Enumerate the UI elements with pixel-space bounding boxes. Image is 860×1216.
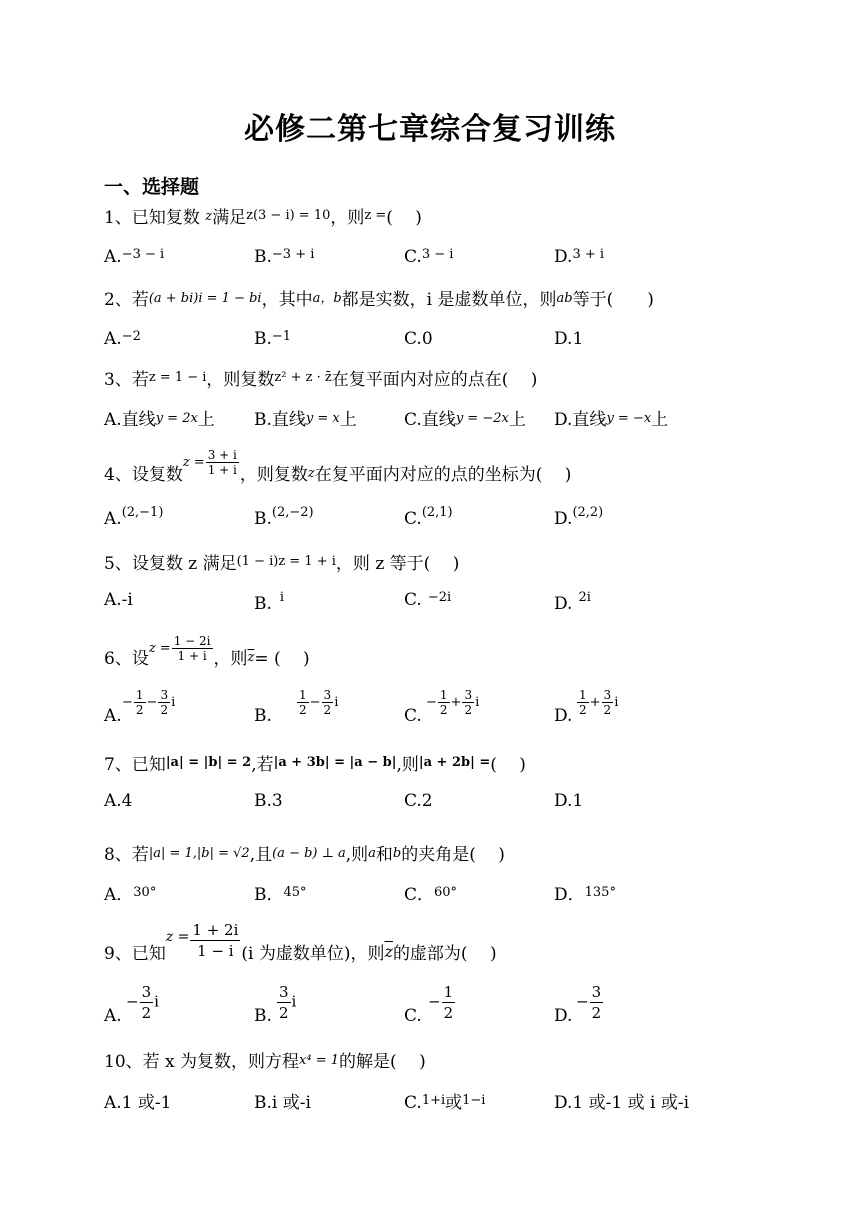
- math-expr: a，b: [312, 291, 342, 306]
- question-2: 2、若(a + bi)i = 1 − bi，其中a，b都是实数，i 是虚数单位，则ab等于( ): [104, 290, 654, 310]
- question-text: ，则: [330, 208, 365, 228]
- option-a-expr: − $\frac{3}{2}$ i: [126, 983, 159, 1022]
- math-expr: $\overline{z}$: [384, 942, 393, 961]
- math-expr: z =: [165, 929, 190, 945]
- fraction: $\frac{1 + 2i}{1 - i}$: [192, 921, 239, 960]
- option-c[interactable]: C．$^{60^\circ}$: [404, 885, 458, 905]
- option-d[interactable]: D.$^{3 + i}$: [554, 247, 605, 267]
- math-expr: z = 1 − i: [148, 370, 207, 385]
- question-text: 满足: [212, 208, 247, 228]
- option-b[interactable]: B.i 或-i: [254, 1093, 311, 1113]
- math-expr: z =: [148, 641, 171, 656]
- math-expr: z(3 − i) = 10: [246, 208, 331, 223]
- math-expr: a: [368, 846, 376, 861]
- options-4: [104, 505, 764, 535]
- math-expr: x⁴ = 1: [299, 1053, 340, 1068]
- option-d[interactable]: D.1 或-1 或 i 或-i: [554, 1093, 690, 1113]
- math-expr: |a + 2b| =: [418, 755, 491, 770]
- section-heading: 一、选择题: [104, 176, 200, 198]
- option-a[interactable]: A.$^{-3 - i}$: [104, 247, 165, 267]
- option-b-expr: $\frac{3}{2}$ i: [279, 983, 297, 1022]
- option-d-expr: − $\frac{3}{2}$: [576, 983, 602, 1022]
- option-a[interactable]: A.-i: [104, 590, 133, 610]
- option-d[interactable]: D.: [554, 1006, 573, 1026]
- options-5: [104, 590, 764, 620]
- math-expr: z: [307, 466, 315, 481]
- option-a[interactable]: A.1 或-1: [104, 1093, 172, 1113]
- math-expr: |a| = |b| = 2: [165, 755, 252, 770]
- option-a[interactable]: A.: [104, 1006, 122, 1026]
- question-4: 4、设复数$^{z =}$ $\frac{3 + i}{1 + i}$ ，则复数z在复平面内对应的点的坐标为( ): [104, 448, 572, 485]
- option-d[interactable]: D.直线y = −x上: [554, 410, 669, 430]
- question-5: 5、设复数 z 满足$^{(1 - i)z = 1 + i}$，则 z 等于( ): [104, 554, 460, 574]
- option-a[interactable]: A.直线y = 2x上: [104, 410, 215, 430]
- math-expr: ab: [556, 291, 573, 306]
- option-c[interactable]: C.$^{3 - i}$: [404, 247, 454, 267]
- question-10: 10、若 x 为复数，则方程x⁴ = 1的解是( ): [104, 1052, 426, 1072]
- math-expr: |a + 3b| = |a − b|: [273, 755, 397, 770]
- option-d[interactable]: D.1: [554, 329, 584, 349]
- options-3: [104, 405, 764, 435]
- option-d[interactable]: D.$^{(2,2)}$: [554, 505, 604, 529]
- question-6: 6、设$^{z =}$ $\frac{1 - 2i}{1 + i}$ ，则$\overline{z}=$ ( ): [104, 634, 310, 669]
- question-text: ( ): [386, 208, 422, 228]
- options-1: [104, 247, 764, 277]
- math-expr: |a| = 1,|b| = √2: [148, 846, 250, 861]
- option-b[interactable]: B.直线y = x上: [254, 410, 357, 430]
- option-b[interactable]: B.$^{-1}$: [254, 329, 292, 349]
- options-7: [104, 791, 764, 821]
- question-number: 1、: [104, 208, 132, 228]
- question-8: 8、若|a| = 1,|b| = √2,且(a − b) ⊥ a,则a和b的夹角是( ): [104, 845, 505, 865]
- option-c[interactable]: C.$^{(2,1)}$: [404, 505, 453, 529]
- math-expr: (a + bi)i = 1 − bi: [148, 291, 262, 306]
- option-b[interactable]: B.$^{(2,-2)}$: [254, 505, 314, 529]
- option-c-expr: − $\frac{1}{2}$ + $\frac{3}{2}$ i: [426, 688, 480, 717]
- options-2: [104, 329, 764, 359]
- options-9: [104, 984, 764, 1028]
- option-b[interactable]: B.: [254, 1006, 272, 1026]
- option-a-expr: − $\frac{1}{2}$ − $\frac{3}{2}$ i: [122, 688, 176, 717]
- option-a[interactable]: A．$^{30^\circ}$: [104, 885, 157, 905]
- question-7: 7、已知$^{|a| = |b| = 2}$,若$^{|a + 3b| = |a - b|}$,则$^{|a + 2b| =}$( ): [104, 755, 526, 775]
- option-a[interactable]: A.$^{-2}$: [104, 329, 141, 349]
- option-c[interactable]: C.: [404, 706, 422, 726]
- math-expr: $\overline{z}$: [247, 650, 255, 665]
- option-d[interactable]: D.: [554, 706, 573, 726]
- fraction: $\frac{3 + i}{1 + i}$: [207, 448, 237, 477]
- option-c[interactable]: C.$^{1+i}$或$^{1-i}$: [404, 1093, 486, 1113]
- option-d[interactable]: D．$^{135^\circ}$: [554, 885, 616, 905]
- question-1: [104, 203, 422, 228]
- math-expr: z: [205, 209, 213, 224]
- fraction: $\frac{1 - 2i}{1 + i}$: [173, 634, 211, 663]
- option-c[interactable]: C.2: [404, 791, 433, 811]
- option-a[interactable]: A.4: [104, 791, 133, 811]
- option-b[interactable]: B.$^{-3 + i}$: [254, 247, 315, 267]
- page-title: 必修二第七章综合复习训练: [244, 112, 616, 147]
- options-10: [104, 1088, 764, 1118]
- option-c-expr: − $\frac{1}{2}$: [428, 983, 454, 1022]
- question-9: 9、已知$^{z =}$ $\frac{1 + 2i}{1 - i}$ (i 为虚数单位)，则$\overline{z}$的虚部为( ): [104, 921, 497, 964]
- option-a[interactable]: A.$^{(2,-1)}$: [104, 505, 164, 529]
- option-a[interactable]: A.: [104, 706, 122, 726]
- options-8: [104, 880, 764, 910]
- option-b[interactable]: B. $^i$: [254, 590, 285, 614]
- options-6: [104, 688, 764, 728]
- option-c[interactable]: C.: [404, 1006, 422, 1026]
- option-d[interactable]: D.1: [554, 791, 584, 811]
- math-expr: (1 − i)z = 1 + i: [236, 554, 336, 569]
- math-expr: z =: [364, 208, 387, 223]
- option-d[interactable]: D. $^{2i}$: [554, 590, 591, 614]
- math-expr: b: [392, 846, 402, 861]
- math-expr: z =: [182, 455, 205, 470]
- option-c[interactable]: C.0: [404, 329, 433, 349]
- option-c[interactable]: C.直线y = −2x上: [404, 410, 526, 430]
- option-b[interactable]: B．$^{45^\circ}$: [254, 885, 307, 905]
- option-c[interactable]: C. $^{-2i}$: [404, 590, 452, 610]
- option-d-expr: $\frac{1}{2}$ + $\frac{3}{2}$ i: [579, 688, 619, 717]
- question-3: 3、若$^{z = 1 - i}$，则复数$^{z^2 + z \cdot z̄}$在复平面内对应的点在( ): [104, 370, 538, 390]
- option-b-expr: $\frac{1}{2}$ − $\frac{3}{2}$ i: [299, 688, 339, 717]
- math-expr: (a − b) ⊥ a: [272, 846, 346, 861]
- option-b[interactable]: B.3: [254, 791, 283, 811]
- math-expr: = ( ): [254, 649, 310, 669]
- math-expr: z² + z · z̄: [274, 370, 332, 385]
- question-text: 已知复数: [131, 208, 200, 228]
- option-b[interactable]: B.: [254, 706, 272, 726]
